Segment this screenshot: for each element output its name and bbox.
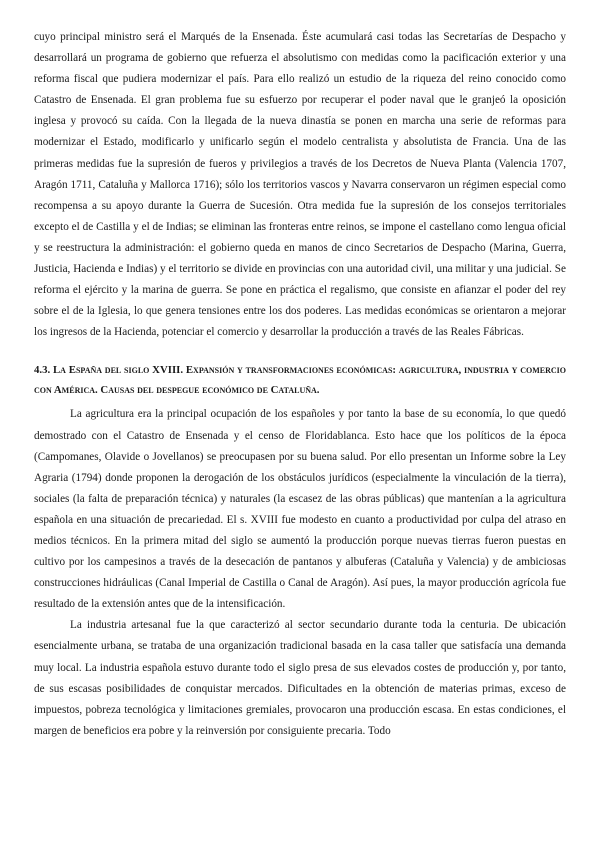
document-page [34,0,566,742]
section-heading: 4.3. La España del siglo XVIII. Expansión y transformaciones económicas: agricultura, industria y comercio con América. Causas del despegue económico de Cataluña. [34,364,566,397]
body-paragraph: cuyo principal ministro será el Marqués de la Ensenada. Éste acumulará casi todas las Secretarías de Despacho y desarrollará un programa de gobierno que refuerza el absolutismo con medidas como la pacificación exterior y una reforma fiscal que pudiera modernizar el país. Para ello realizó un estudio de la riqueza del reino conocido como Catastro de Ensenada. El gran problema fue su esfuerzo por recuperar el poder naval que le granjeó la oposición inglesa y provocó su caída. Con la llegada de la nueva dinastía se ponen en marcha una serie de reformas para modernizar el Estado, modificarlo y unificarlo según el modelo centralista y absolutista de Francia. Una de las primeras medidas fue la supresión de fueros y privilegios a través de los Decretos de Nueva Planta (Valencia 1707, Aragón 1711, Cataluña y Mallorca 1716); sólo los territorios vascos y Navarra conservaron un régimen especial como recompensa a su apoyo durante la Guerra de Sucesión. Otra medida fue la supresión de los consejos territoriales excepto el de Castilla y el de Indias; se eliminan las fronteras entre reinos, se impone el castellano como lengua oficial y se reestructura la administración: el gobierno queda en manos de cinco Secretarios de Despacho (Marina, Guerra, Justicia, Hacienda e Indias) y el territorio se divide en provincias con una autoridad civil, una militar y una judicial. Se reforma el ejército y la marina de guerra. Se pone en práctica el regalismo, que consiste en afianzar el poder del rey sobre el de la Iglesia, lo que genera tensiones entre los dos poderes. Las medidas económicas se orientaron a mejorar los ingresos de la Hacienda, potenciar el comercio y desarrollar la producción a través de las Reales Fábricas. [34,31,566,339]
body-paragraph: La agricultura era la principal ocupación de los españoles y por tanto la base de su economía, lo que quedó demostrado con el Catastro de Ensenada y el censo de Floridablanca. Esto hace que los políticos de la época (Campomanes, Olavide o Jovellanos) se preocupasen por su buena salud. Por ello presentan un Informe sobre la Ley Agraria (1794) donde proponen la derogación de los obstáculos jurídicos (especialmente la vinculación de la tierra), sociales (la falta de preparación técnica) y naturales (la escasez de las obras públicas) que mantenían a la agricultura española en una situación de precariedad. El s. XVIII fue modesto en cuanto a productividad por culpa del atraso en medios técnicos. En la primera mitad del siglo se aumentó la producción porque nuevas tierras fueron puestas en cultivo por los campesinos a través de la desecación de pantanos y albuferas (Cataluña y Valencia) y de ambiciosas construcciones hidráulicas (Canal Imperial de Castilla o Canal de Aragón). Así pues, la mayor producción agrícola fue resultado de la extensión antes que de la intensificación. [34,408,566,611]
body-paragraph: La industria artesanal fue la que caracterizó al sector secundario durante toda la centuria. De ubicación esencialmente urbana, se trataba de una organización tradicional basada en la casa taller que satisfacía una demanda muy local. La industria española estuvo durante todo el siglo presa de sus elevados costes de producción y, por tanto, de sus escasas posibilidades de conquistar mercados. Dificultades en la obtención de materias primas, exceso de impuestos, pobreza tecnológica y limitaciones gremiales, provocaron una producción escasa. En estas condiciones, el margen de beneficios era pobre y la reinversión por consiguiente precaria. Todo [34,619,566,737]
